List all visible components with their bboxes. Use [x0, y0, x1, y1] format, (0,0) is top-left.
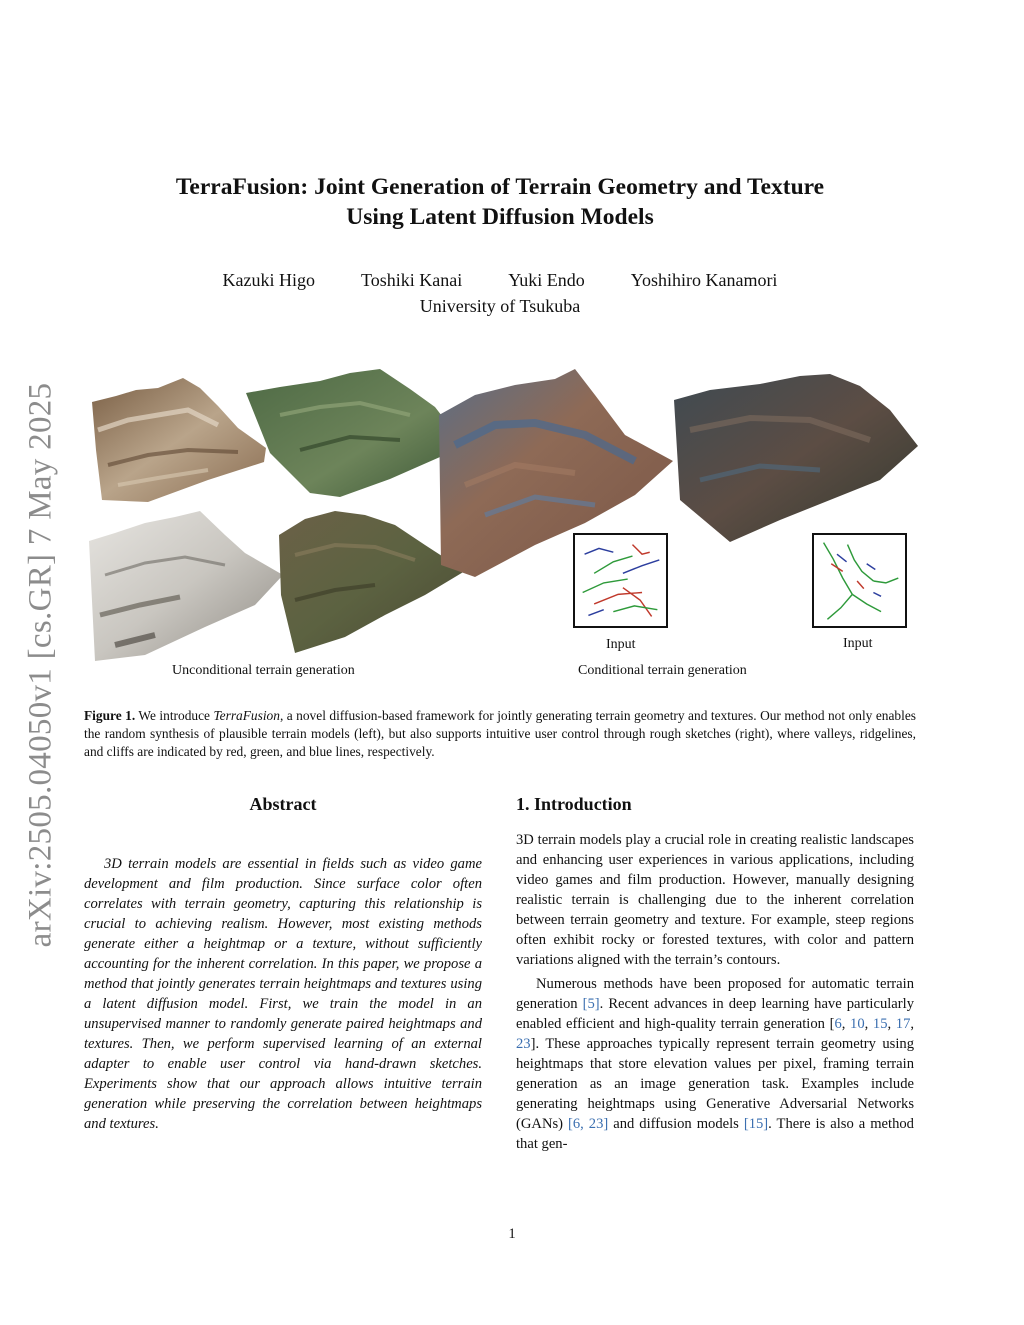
abstract-heading: Abstract — [249, 794, 317, 814]
author-1: Kazuki Higo — [222, 270, 316, 290]
figure-caption — [84, 707, 916, 761]
caption-label: Figure 1. — [84, 708, 136, 723]
caption-method-name: TerraFusion — [213, 708, 280, 723]
citation-link[interactable]: [6, 23] — [568, 1116, 609, 1132]
author-4: Yoshihiro Kanamori — [630, 270, 778, 290]
input-label-1: Input — [606, 637, 636, 652]
arxiv-stamp — [16, 370, 66, 960]
title-line-2: Using Latent Diffusion Models — [346, 204, 654, 230]
citation-link[interactable]: 6 — [834, 1016, 842, 1032]
terrain-render-snow — [85, 505, 285, 665]
intro-paragraph-2: Numerous methods have been proposed for automatic terrain generation [5]. Recent advances in deep learning have particularly enabled efficient and high-quality terrain generation [6, 10, 15, 17, 23]. These approaches typically represent terrain geometry using heightmaps that store elevation values per pixel, framing terrain generation as an image generation task. Examples include generating heightmaps using Generative Adversarial Networks (GANs) [6, 23] and diffusion models [15]. There is also a method that gen- — [516, 976, 915, 1152]
conditional-label: Conditional terrain generation — [578, 663, 747, 678]
sketch-input-2 — [812, 533, 907, 628]
title-line-1: TerraFusion: Joint Generation of Terrain Geometry and Texture — [175, 174, 825, 200]
figure-1 — [80, 365, 925, 695]
terrain-render-green — [240, 365, 455, 510]
citation-link[interactable]: 15 — [872, 1016, 888, 1032]
unconditional-label: Unconditional terrain generation — [172, 663, 355, 678]
caption-text: , a novel diffusion-based framework for jointly generating terrain geometry and textures. Our method not only enables the random synthesis of plausible terrain models (left), but also supports intuitive user control through rough sketches (right), where valleys, ridgelines, and cliffs are indicated by red, green, and blue lines, respectively. — [84, 708, 916, 759]
introduction-heading: 1. Introduction — [516, 794, 632, 814]
affiliation: University of Tsukuba — [419, 296, 581, 316]
intro-paragraph-1: 3D terrain models play a crucial role in creating realistic landscapes and enhancing user experiences in various applications, including video games and film production. However, manually designing realistic terrain is challenging due to the inherent correlation between terrain geometry and texture. For example, steep regions often exhibit rocky or forested textures, with color and pattern variations aligned with the terrain’s contours. — [516, 832, 914, 968]
introduction-column — [516, 792, 914, 1154]
citation-link[interactable]: 23 — [516, 1036, 531, 1052]
caption-pre: We introduce — [135, 708, 214, 723]
abstract-body: 3D terrain models are essential in fields such as video game development and film production. Since surface color often correlates with terrain geometry, capturing this relationship is crucial to achieving realism. However, most existing methods generate either a heightmap or a texture, without sufficiently accounting for the inherent correlation. In this paper, we propose a method that jointly generates terrain heightmaps and textures using a latent diffusion model. First, we train the model in an unsupervised manner to randomly generate paired heightmaps and textures. Then, we perform supervised learning of an external adapter to enable user control via hand-drawn sketches. Experiments show that our approach allows intuitive terrain generation while preserving the correlation between heightmaps and textures. — [84, 856, 482, 1132]
author-2: Toshiki Kanai — [361, 270, 463, 290]
author-list — [120, 270, 880, 291]
input-label-2: Input — [843, 636, 873, 651]
paper-title — [90, 172, 910, 232]
page-number: 1 — [508, 1226, 516, 1242]
abstract-column — [84, 792, 482, 1134]
sketch-input-1 — [573, 533, 668, 628]
terrain-render-conditional-2 — [670, 370, 920, 545]
author-3: Yuki Endo — [508, 270, 585, 290]
arxiv-stamp-text: arXiv:2505.04050v1 [cs.GR] 7 May 2025 — [22, 382, 59, 948]
citation-link[interactable]: [5] — [582, 996, 600, 1012]
citation-link[interactable]: 10 — [850, 1016, 865, 1032]
citation-link[interactable]: [15] — [743, 1116, 769, 1132]
citation-link[interactable]: 17 — [895, 1016, 911, 1032]
